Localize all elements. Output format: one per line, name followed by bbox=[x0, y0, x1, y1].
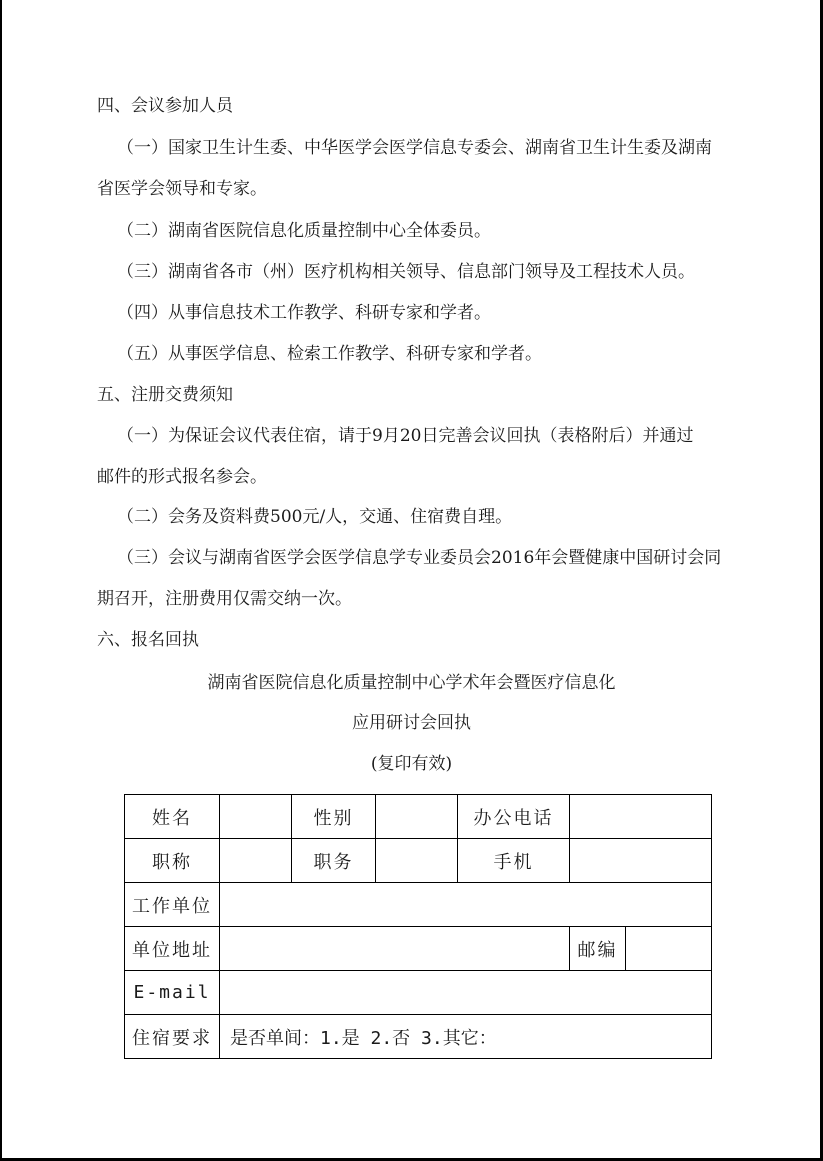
title-label: 职称 bbox=[125, 839, 220, 883]
email-label: E-mail bbox=[125, 971, 220, 1015]
gender-field[interactable] bbox=[376, 795, 458, 839]
section-5-heading: 五、注册交费须知 bbox=[97, 385, 233, 405]
email-field[interactable] bbox=[220, 971, 712, 1015]
section-4-heading: 四、会议参加人员 bbox=[97, 96, 233, 116]
section-6-heading: 六、报名回执 bbox=[97, 630, 199, 650]
section-4-item-2: （二）湖南省医院信息化质量控制中心全体委员。 bbox=[117, 221, 491, 241]
postcode-label: 邮编 bbox=[570, 927, 626, 971]
section-5-item-3-cont: 期召开，注册费用仅需交纳一次。 bbox=[97, 589, 352, 609]
table-row bbox=[125, 883, 712, 927]
position-label: 职务 bbox=[292, 839, 376, 883]
registration-form-table bbox=[124, 794, 712, 1059]
office-phone-field[interactable] bbox=[570, 795, 712, 839]
position-field[interactable] bbox=[376, 839, 458, 883]
gender-label: 性别 bbox=[292, 795, 376, 839]
table-row bbox=[125, 839, 712, 883]
section-4-item-5: （五）从事医学信息、检索工作教学、科研专家和学者。 bbox=[117, 344, 542, 364]
work-unit-field[interactable] bbox=[220, 883, 712, 927]
office-phone-label: 办公电话 bbox=[458, 795, 570, 839]
section-5-item-1-cont: 邮件的形式报名参会。 bbox=[97, 467, 267, 487]
postcode-field[interactable] bbox=[626, 927, 712, 971]
table-row bbox=[125, 1015, 712, 1059]
section-4-item-1-cont: 省医学会领导和专家。 bbox=[97, 179, 267, 199]
table-row bbox=[125, 927, 712, 971]
section-5-item-3: （三）会议与湖南省医学会医学信息学专业委员会2016年会暨健康中国研讨会同 bbox=[117, 548, 722, 568]
mobile-label: 手机 bbox=[458, 839, 570, 883]
mobile-field[interactable] bbox=[570, 839, 712, 883]
unit-address-label: 单位地址 bbox=[125, 927, 220, 971]
form-title-line-2: 应用研讨会回执 bbox=[352, 713, 471, 733]
name-label: 姓名 bbox=[125, 795, 220, 839]
form-note: (复印有效) bbox=[370, 754, 453, 774]
name-field[interactable] bbox=[220, 795, 292, 839]
title-field[interactable] bbox=[220, 839, 292, 883]
table-row bbox=[125, 971, 712, 1015]
section-5-item-1: （一）为保证会议代表住宿，请于9月20日完善会议回执（表格附后）并通过 bbox=[117, 426, 694, 446]
lodging-options[interactable]: 是否单间：1.是 2.否 3.其它： bbox=[220, 1015, 712, 1059]
unit-address-field[interactable] bbox=[220, 927, 570, 971]
section-4-item-1: （一）国家卫生计生委、中华医学会医学信息专委会、湖南省卫生计生委及湖南 bbox=[117, 138, 712, 158]
form-title-line-1: 湖南省医院信息化质量控制中心学术年会暨医疗信息化 bbox=[207, 673, 616, 693]
section-4-item-3: （三）湖南省各市（州）医疗机构相关领导、信息部门领导及工程技术人员。 bbox=[117, 262, 695, 282]
lodging-label: 住宿要求 bbox=[125, 1015, 220, 1059]
work-unit-label: 工作单位 bbox=[125, 883, 220, 927]
section-5-item-2: （二）会务及资料费500元/人，交通、住宿费自理。 bbox=[117, 507, 513, 527]
section-4-item-4: （四）从事信息技术工作教学、科研专家和学者。 bbox=[117, 303, 491, 323]
table-row bbox=[125, 795, 712, 839]
